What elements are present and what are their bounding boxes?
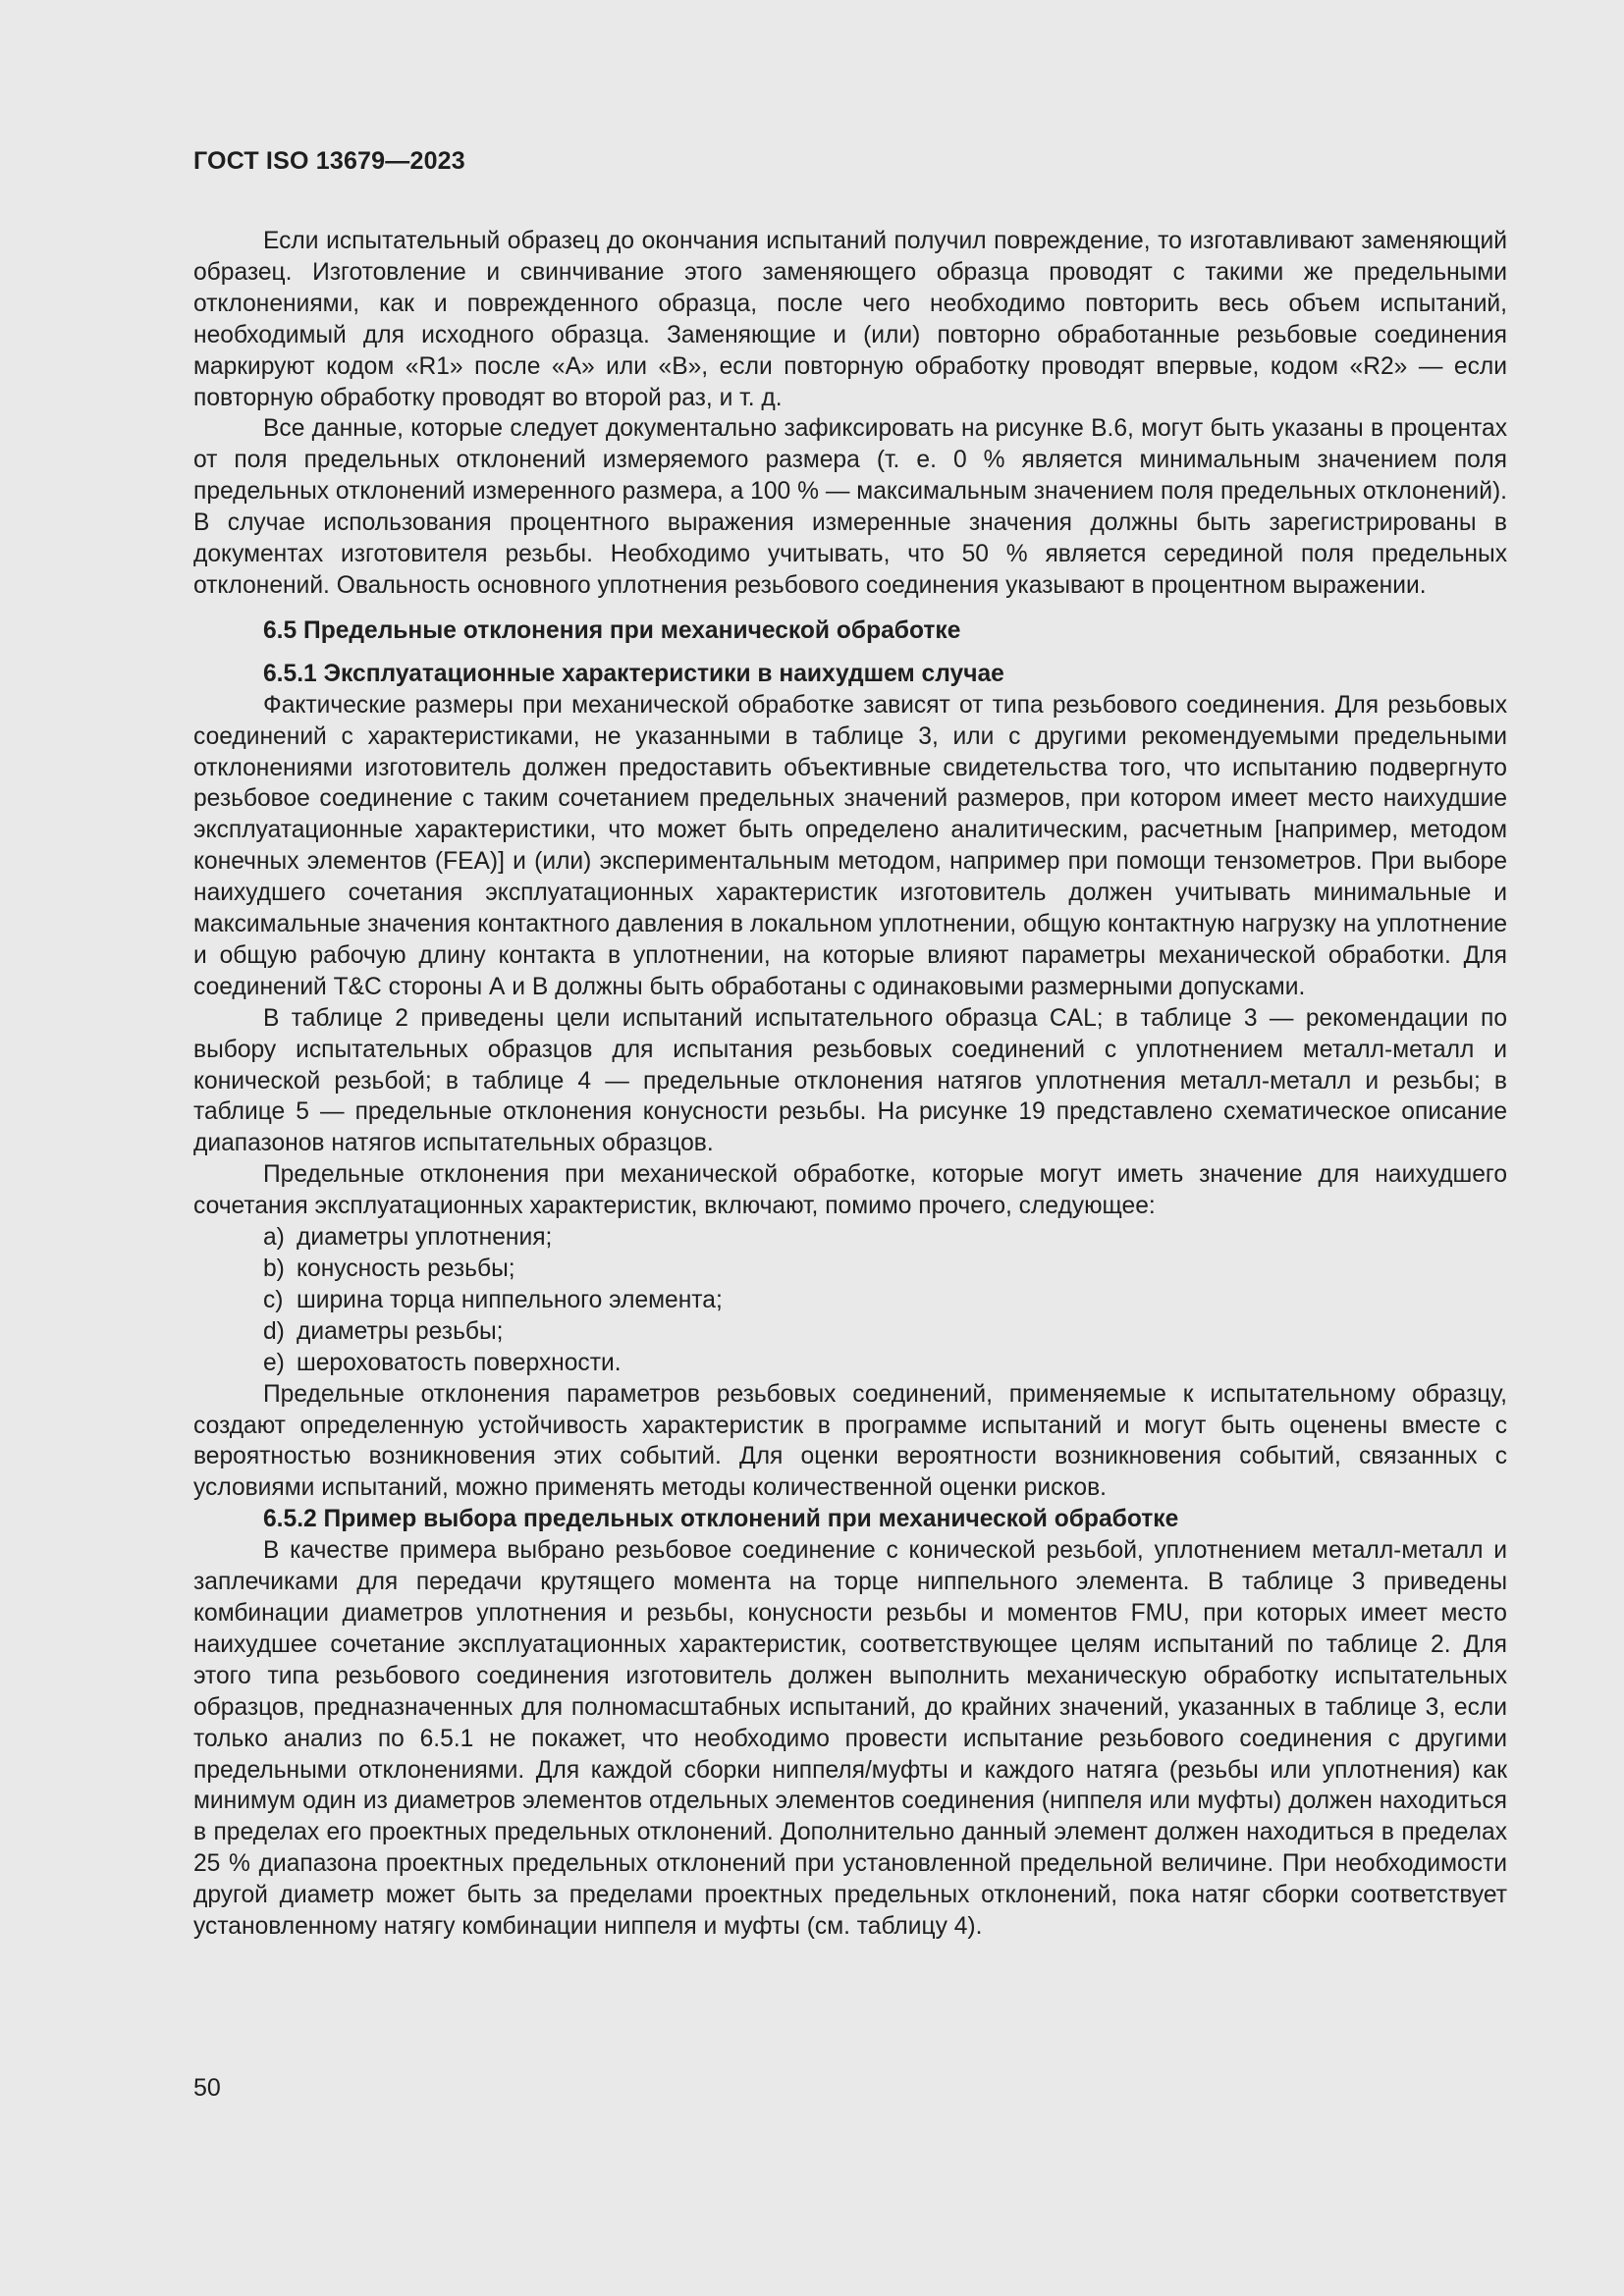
paragraph-risk-assessment: Предельные отклонения параметров резьбовых соединений, применяемые к испытательному образцу, создают определенную устойчивость характеристик в программе испытаний и могут быть оценены вместе с вероятностью возникновения этих событий. Для оценки вероятности возникновения событий, связанных с условиями испытаний, можно применять методы количественной оценки рисков. [193,1380,1507,1502]
document-page [193,0,1507,2296]
paragraph-machining-tolerances: Предельные отклонения при механической обработке, которые могут иметь значение для наихудшего сочетания эксплуатационных характеристик, включают, помимо прочего, следующее: [193,1161,1507,1220]
paragraph-selection-example: В качестве примера выбрано резьбовое соединение с конической резьбой, уплотнением металл-металл и заплечиками для передачи крутящего момента на торце ниппельного элемента. В таблице 3 приведены комбинации диаметров уплотнения и резьбы, конусности резьбы и моментов FMU, при которых имеет место наихудшее сочетание эксплуатационных характеристик, соответствующее целям испытаний по таблице 2. Для этого типа резьбового соединения изготовитель должен выполнить механическую обработку испытательных образцов, предназначенных для полномасштабных испытаний, до крайних значений, указанных в таблице 3, если только анализ по 6.5.1 не покажет, что необходимо провести испытание резьбового соединения с другими предельными отклонениями. Для каждой сборки ниппеля/муфты и каждого натяга (резьбы или уплотнения) как минимум один из диаметров элементов отдельных элементов соединения (ниппеля или муфты) должен находиться в пределах его проектных предельных отклонений. Дополнительно данный элемент должен находиться в пределах 25 % диапазона проектных предельных отклонений при установленной предельной величине. При необходимости другой диаметр может быть за пределами проектных предельных отклонений, пока натяг сборки соответствует установленному натягу комбинации ниппеля и муфты (см. таблицу 4). [193,1537,1507,1941]
page-number: 50 [193,2074,221,2102]
document-header: ГОСТ ISO 13679—2023 [193,147,465,175]
paragraph-replacement-sample: Если испытательный образец до окончания испытаний получил повреждение, то изготавливают заменяющий образец. Изготовление и свинчивание этого заменяющего образца проводят с такими же предельными отклонениями, как и поврежденного образца, после чего необходимо повторить весь объем испытаний, необходимый для исходного образца. Заменяющие и (или) повторно обработанные резьбовые соединения маркируют кодом «R1» после «А» или «В», если повторную обработку проводят впервые, кодом «R2» — если повторную обработку проводят во второй раз, и т. д. [193,228,1507,411]
section-heading-6-5: 6.5 Предельные отклонения при механической обработке [263,616,961,644]
list-marker: b) [263,1255,285,1282]
list-item [193,1316,1507,1348]
list-item-text: диаметры резьбы; [297,1317,504,1345]
list-marker: e) [263,1349,285,1376]
section-heading-6-5-1: 6.5.1 Эксплуатационные характеристики в наихудшем случае [263,660,1004,687]
section-heading-6-5-2: 6.5.2 Пример выбора предельных отклонений при механической обработке [263,1506,1179,1533]
list-item [193,1285,1507,1316]
document-body [193,226,1507,1943]
list-marker: a) [263,1224,285,1252]
paragraph-tables-overview: В таблице 2 приведены цели испытаний испытательного образца CAL; в таблице 3 — рекомендации по выбору испытательных образцов для испытания резьбовых соединений с уплотнением металл-металл и конической резьбой; в таблице 4 — предельные отклонения натягов уплотнения металл-металл и резьбы; в таблице 5 — предельные отклонения конусности резьбы. На рисунке 19 представлено схематическое описание диапазонов натягов испытательных образцов. [193,1004,1507,1157]
list-marker: c) [263,1286,284,1313]
list-item-text: диаметры уплотнения; [297,1224,553,1252]
list-item-text: шероховатость поверхности. [297,1349,622,1376]
list-item-text: конусность резьбы; [297,1255,515,1282]
list-item [193,1348,1507,1379]
paragraph-actual-dimensions: Фактические размеры при механической обработке зависят от типа резьбового соединения. Для резьбовых соединений с характеристиками, не указанными в таблице 3, или с другими рекомендуемыми предельными отклонениями изготовитель должен предоставить объективные свидетельства того, что испытанию подвергнуто резьбовое соединение с таким сочетанием предельных значений размеров, при котором имеет место наихудшие эксплуатационные характеристики, что может быть определено аналитическим, расчетным [например, методом конечных элементов (FEA)] и (или) экспериментальным методом, например при помощи тензометров. При выборе наихудшего сочетания эксплуатационных характеристик изготовитель должен учитывать минимальные и максимальные значения контактного давления в локальном уплотнении, общую контактную нагрузку на уплотнение и общую рабочую длину контакта в уплотнении, на которые влияют параметры механической обработки. Для соединений T&C стороны А и В должны быть обработаны с одинаковыми размерными допусками. [193,691,1507,1000]
list-item [193,1222,1507,1254]
paragraph-percent-data: Все данные, которые следует документально зафиксировать на рисунке В.6, могут быть указаны в процентах от поля предельных отклонений измеряемого размера (т. е. 0 % является минимальным значением поля предельных отклонений измеренного размера, а 100 % — максимальным значением поля предельных отклонений). В случае использования процентного выражения измеренные значения должны быть зарегистрированы в документах изготовителя резьбы. Необходимо учитывать, что 50 % является серединой поля предельных отклонений. Овальность основного уплотнения резьбового соединения указывают в процентном выражении. [193,415,1507,599]
list-marker: d) [263,1317,285,1345]
list-item-text: ширина торца ниппельного элемента; [297,1286,723,1313]
list-item [193,1254,1507,1285]
